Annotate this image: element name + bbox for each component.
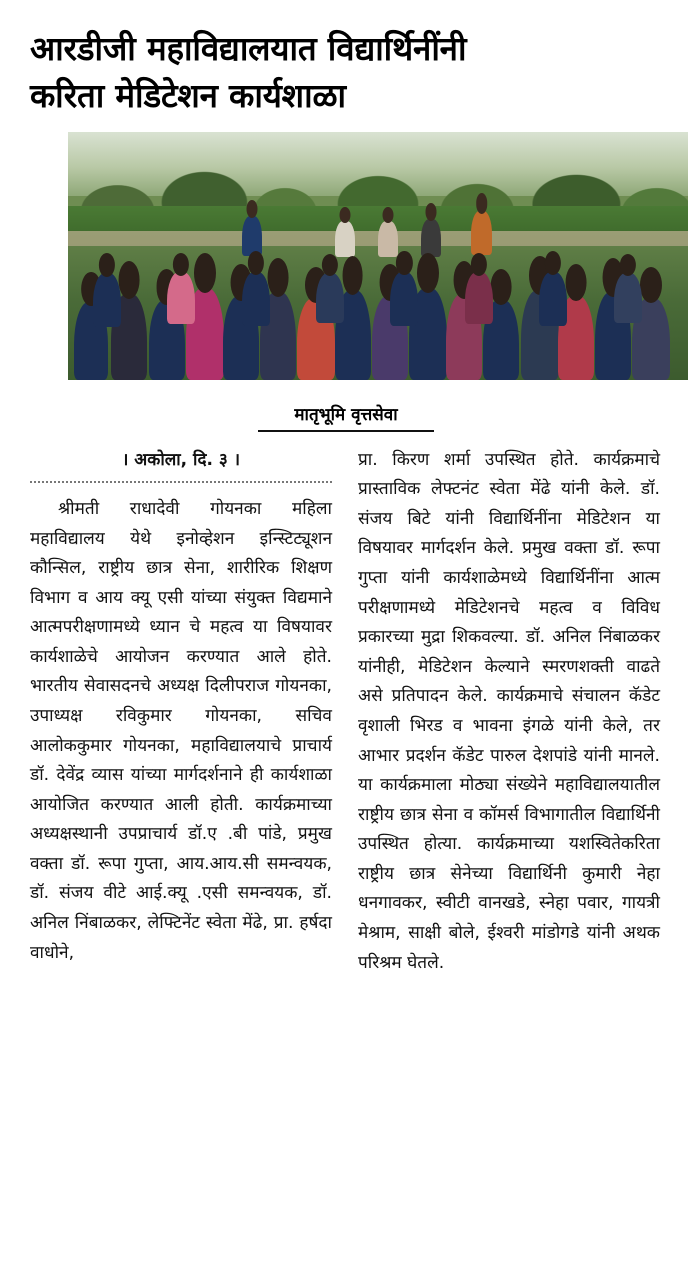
dateline: । अकोला, दि. ३ । — [121, 449, 241, 470]
byline-label: मातृभूमि वृत्तसेवा — [294, 404, 398, 425]
article-columns — [30, 446, 662, 978]
column-left — [30, 446, 332, 978]
headline-line-2: करिता मेडिटेशन कार्यशाळा — [30, 75, 346, 115]
photo-audience — [68, 226, 688, 380]
column-right — [358, 446, 660, 978]
byline-rule — [258, 430, 434, 432]
body-text-right: प्रा. किरण शर्मा उपस्थित होते. कार्यक्रमाचे प्रास्ताविक लेफ्टनंट स्वेता मेंढे यांनी केले. डॉ. संजय बिटे यांनी विद्यार्थिनींना मेडिटेशन या विषयावर मार्गदर्शन केले. प्रमुख वक्ता डॉ. रूपा गुप्ता यांनी कार्यशाळेमध्ये विद्यार्थिनींना आत्म परीक्षणामध्ये मेडिटेशनचे महत्व व विविध प्रकारच्या मुद्रा शिकवल्या. डॉ. अनिल निंबाळकर यांनीही, मेडिटेशन केल्याने स्मरणशक्ती वाढते असे प्रतिपादन केले. कार्यक्रमाचे संचालन कॅडेट वृशाली भिरड व भावना इंगळे यांनी केले, तर आभार प्रदर्शन कॅडेट पारुल देशपांडे यांनी मानले. या कार्यक्रमाला मोठ्या संख्येने महाविद्यालयातील राष्ट्रीय छात्र सेना व कॉमर्स विभागातील विद्यार्थिनी उपस्थित होत्या. कार्यक्रमाच्या यशस्वितेकरिता राष्ट्रीय छात्र सेनेच्या विद्यार्थिनी कुमारी नेहा धनगावकर, स्वीटी वानखडे, स्नेहा पवार, गायत्री मेश्राम, साक्षी बोले, ईश्वरी मांडोगडे यांनी अथक परिश्रम घेतले. — [358, 449, 660, 973]
photo-illustration — [68, 132, 688, 380]
dateline-rule — [30, 481, 332, 483]
page-title — [30, 26, 662, 120]
byline — [30, 402, 662, 432]
headline-line-1: आरडीजी महाविद्यालयात विद्यार्थिनींनी — [30, 29, 467, 68]
article-photo — [68, 132, 688, 380]
body-text-left: श्रीमती राधादेवी गोयनका महिला महाविद्यालय येथे इनोव्हेशन इन्स्टिट्यूशन कौन्सिल, राष्ट्रीय छात्र सेना, शारीरिक शिक्षण विभाग व आय क्यू एसी यांच्या संयुक्त विद्यमाने आत्मपरीक्षणामध्ये ध्यान चे महत्व या विषयावर कार्यशाळेचे आयोजन करण्यात आले होते. भारतीय सेवासदनचे अध्यक्ष दिलीपराज गोयनका, उपाध्यक्ष रविकुमार गोयनका, सचिव आलोककुमार गोयनका, महाविद्यालयाचे प्राचार्य डॉ. देवेंद्र व्यास यांच्या मार्गदर्शनाने ही कार्यशाळा आयोजित करण्यात आली होती. कार्यक्रमाच्या अध्यक्षस्थानी उपप्राचार्य डॉ.ए .बी पांडे, प्रमुख वक्ता डॉ. रूपा गुप्ता, आय.आय.सी समन्वयक, डॉ. संजय वीटे आई.क्यू .एसी समन्वयक, डॉ. अनिल निंबाळकर, लेफ्टिनेंट स्वेता मेंढे, प्रा. हर्षदा वाधोने, — [30, 498, 332, 963]
